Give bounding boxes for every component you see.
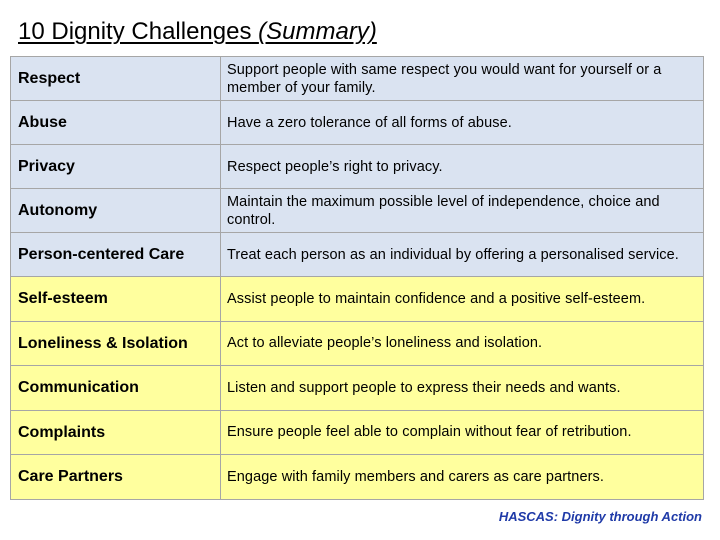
table-row-person-centered-care xyxy=(11,233,704,277)
row-term: Complaints xyxy=(11,410,221,455)
row-description: Support people with same respect you would want for yourself or a member of your family. xyxy=(221,57,704,101)
table-row-self-esteem xyxy=(11,277,704,322)
table-row-loneliness-isolation xyxy=(11,321,704,366)
row-term: Care Partners xyxy=(11,455,221,500)
row-description: Have a zero tolerance of all forms of abuse. xyxy=(221,101,704,145)
row-description: Maintain the maximum possible level of independence, choice and control. xyxy=(221,189,704,233)
row-term: Loneliness & Isolation xyxy=(11,321,221,366)
row-term: Privacy xyxy=(11,145,221,189)
row-description: Treat each person as an individual by offering a personalised service. xyxy=(221,233,704,277)
row-description: Assist people to maintain confidence and a positive self-esteem. xyxy=(221,277,704,322)
row-description: Engage with family members and carers as care partners. xyxy=(221,455,704,500)
row-term: Respect xyxy=(11,57,221,101)
row-term: Autonomy xyxy=(11,189,221,233)
title-main: 10 Dignity Challenges xyxy=(18,18,252,45)
row-term: Abuse xyxy=(11,101,221,145)
table-row-privacy xyxy=(11,145,704,189)
table-row-respect xyxy=(11,57,704,101)
row-term: Communication xyxy=(11,366,221,411)
table-row-communication xyxy=(11,366,704,411)
page-title xyxy=(18,17,377,47)
table-row-autonomy xyxy=(11,189,704,233)
table-row-complaints xyxy=(11,410,704,455)
row-term: Person-centered Care xyxy=(11,233,221,277)
row-description: Act to alleviate people’s loneliness and isolation. xyxy=(221,321,704,366)
table-row-abuse xyxy=(11,101,704,145)
row-description: Respect people’s right to privacy. xyxy=(221,145,704,189)
row-term: Self-esteem xyxy=(11,277,221,322)
dignity-challenges-table xyxy=(10,56,704,500)
row-description: Ensure people feel able to complain without fear of retribution. xyxy=(221,410,704,455)
row-description: Listen and support people to express their needs and wants. xyxy=(221,366,704,411)
footer-caption: HASCAS: Dignity through Action xyxy=(498,509,702,524)
title-subtitle: (Summary) xyxy=(258,18,377,45)
table-row-care-partners xyxy=(11,455,704,500)
